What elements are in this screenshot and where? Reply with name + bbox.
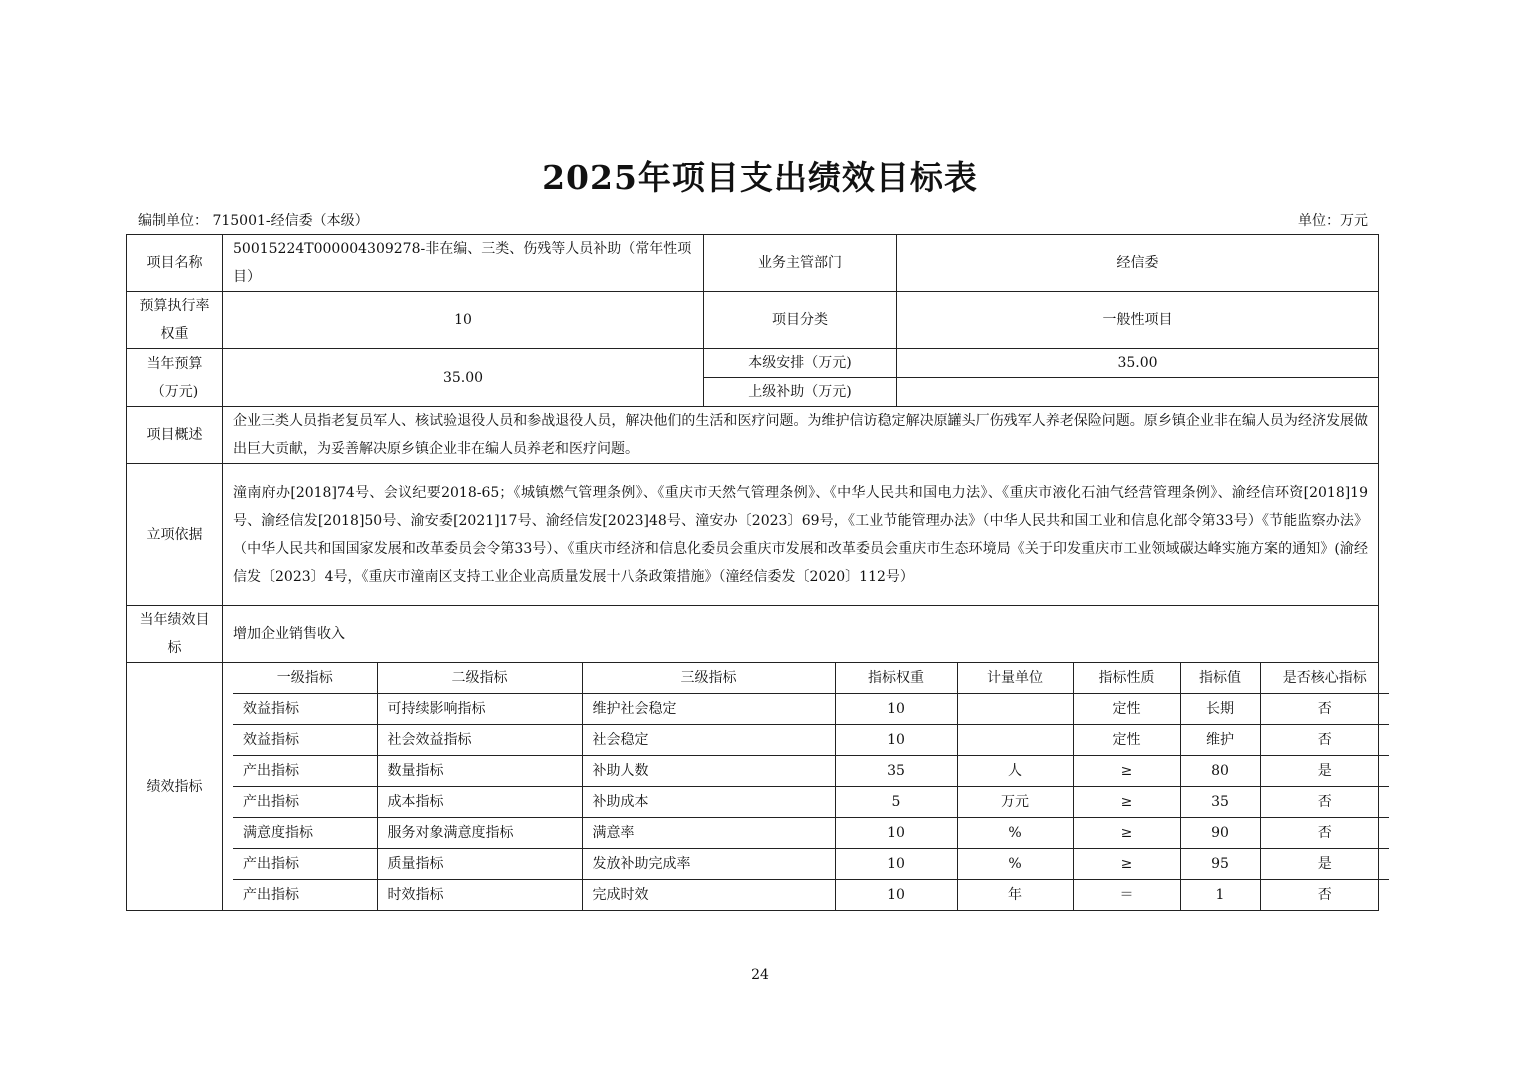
indicator-cell-core: 否: [1260, 725, 1389, 756]
indicator-cell-nature: ≥: [1073, 756, 1180, 787]
indicator-cell-level1: 产出指标: [233, 849, 377, 880]
project-name-value: 50015224T000004309278-非在编、三类、伤残等人员补助（常年性项目）: [223, 235, 704, 292]
indicator-cell-unit: [957, 694, 1073, 725]
indicator-cell-weight: 10: [835, 725, 957, 756]
indicator-cell-level3: 社会稳定: [582, 725, 835, 756]
indicator-cell-unit: 万元: [957, 787, 1073, 818]
category-value: 一般性项目: [897, 292, 1379, 349]
indicator-cell-unit: [957, 725, 1073, 756]
indicator-cell-weight: 5: [835, 787, 957, 818]
indicator-header-nature: 指标性质: [1073, 663, 1180, 694]
indicator-cell-unit: 年: [957, 880, 1073, 911]
indicator-cell-level2: 数量指标: [377, 756, 582, 787]
indicator-cell-value: 长期: [1180, 694, 1260, 725]
indicator-cell-level2: 服务对象满意度指标: [377, 818, 582, 849]
indicator-cell-level1: 产出指标: [233, 787, 377, 818]
indicator-cell-weight: 10: [835, 880, 957, 911]
dept-label: 业务主管部门: [704, 235, 897, 292]
indicator-cell-level3: 发放补助完成率: [582, 849, 835, 880]
indicator-cell-level1: 满意度指标: [233, 818, 377, 849]
indicator-row: [233, 756, 1389, 787]
indicator-cell-level2: 成本指标: [377, 787, 582, 818]
indicators-table: [233, 663, 1389, 910]
local-budget-value: 35.00: [897, 349, 1379, 378]
indicator-cell-value: 1: [1180, 880, 1260, 911]
indicator-cell-level1: 产出指标: [233, 880, 377, 911]
basis-label: 立项依据: [127, 464, 223, 606]
indicator-header-level2: 二级指标: [377, 663, 582, 694]
indicator-cell-level1: 效益指标: [233, 725, 377, 756]
unit-value: 715001-经信委（本级）: [212, 213, 369, 229]
indicator-cell-level3: 维护社会稳定: [582, 694, 835, 725]
indicator-cell-level3: 补助成本: [582, 787, 835, 818]
project-name-label: 项目名称: [127, 235, 223, 292]
basis-text: 潼南府办[2018]74号、会议纪要2018-65；《城镇燃气管理条例》、《重庆市天然气管理条例》、《中华人民共和国电力法》、《重庆市液化石油气经营管理条例》、渝经信环资[2018]19号、渝经信发[2018]50号、渝安委[2021]17号、渝经信发[2023]48号、潼安办〔2023〕69号，《工业节能管理办法》（中华人民共和国工业和信息化部令第33号）《节能监察办法》（中华人民共和国国家发展和改革委员会令第33号）、《重庆市经济和信息化委员会重庆市发展和改革委员会重庆市生态环境局《关于印发重庆市工业领域碳达峰实施方案的通知》(渝经信发〔2023〕4号，《重庆市潼南区支持工业企业高质量发展十八条政策措施》（潼经信委发〔2020〕112号）: [223, 464, 1379, 606]
indicator-cell-value: 90: [1180, 818, 1260, 849]
indicator-row: [233, 787, 1389, 818]
indicator-cell-value: 35: [1180, 787, 1260, 818]
indicator-cell-weight: 10: [835, 694, 957, 725]
indicator-cell-core: 否: [1260, 787, 1389, 818]
indicator-row: [233, 725, 1389, 756]
indicator-cell-unit: 人: [957, 756, 1073, 787]
budget-label: 当年预算（万元): [127, 349, 223, 407]
indicator-cell-value: 95: [1180, 849, 1260, 880]
header-meta: [138, 210, 1368, 230]
indicator-cell-weight: 10: [835, 818, 957, 849]
indicator-cell-core: 否: [1260, 880, 1389, 911]
indicator-cell-value: 80: [1180, 756, 1260, 787]
indicators-cell: [223, 663, 1379, 911]
indicator-header-weight: 指标权重: [835, 663, 957, 694]
indicator-cell-level1: 效益指标: [233, 694, 377, 725]
indicator-cell-level2: 质量指标: [377, 849, 582, 880]
performance-table: [126, 234, 1379, 911]
indicator-header-row: [233, 663, 1389, 694]
indicator-cell-level1: 产出指标: [233, 756, 377, 787]
upper-subsidy-label: 上级补助（万元): [704, 378, 897, 407]
indicator-cell-weight: 35: [835, 756, 957, 787]
indicator-cell-core: 否: [1260, 818, 1389, 849]
category-label: 项目分类: [704, 292, 897, 349]
local-budget-label: 本级安排（万元): [704, 349, 897, 378]
indicator-cell-level2: 社会效益指标: [377, 725, 582, 756]
page-title: 2025年项目支出绩效目标表: [542, 158, 978, 197]
indicator-cell-level3: 满意率: [582, 818, 835, 849]
indicator-cell-weight: 10: [835, 849, 957, 880]
indicator-row: [233, 818, 1389, 849]
indicator-cell-level3: 补助人数: [582, 756, 835, 787]
indicator-cell-nature: ≥: [1073, 787, 1180, 818]
indicator-cell-value: 维护: [1180, 725, 1260, 756]
indicator-cell-level3: 完成时效: [582, 880, 835, 911]
goal-label: 当年绩效目标: [127, 606, 223, 663]
indicator-cell-nature: 定性: [1073, 725, 1180, 756]
perf-label: 绩效指标: [127, 663, 223, 911]
upper-subsidy-value: [897, 378, 1379, 407]
unit-info: [138, 210, 369, 230]
indicator-header-core: 是否核心指标: [1260, 663, 1389, 694]
indicator-header-level1: 一级指标: [233, 663, 377, 694]
overview-text: 企业三类人员指老复员军人、核试验退役人员和参战退役人员，解决他们的生活和医疗问题。为维护信访稳定解决原罐头厂伤残军人养老保险问题。原乡镇企业非在编人员为经济发展做出巨大贡献，为妥善解决原乡镇企业非在编人员养老和医疗问题。: [223, 407, 1379, 464]
goal-text: 增加企业销售收入: [223, 606, 1379, 663]
indicator-cell-unit: %: [957, 818, 1073, 849]
indicator-cell-nature: ≥: [1073, 818, 1180, 849]
indicator-cell-level2: 时效指标: [377, 880, 582, 911]
dept-value: 经信委: [897, 235, 1379, 292]
budget-value: 35.00: [223, 349, 704, 407]
indicator-row: [233, 880, 1389, 911]
indicator-row: [233, 849, 1389, 880]
indicator-cell-core: 否: [1260, 694, 1389, 725]
indicator-cell-core: 是: [1260, 756, 1389, 787]
indicator-header-unit: 计量单位: [957, 663, 1073, 694]
indicator-cell-nature: ＝: [1073, 880, 1180, 911]
weight-value: 10: [223, 292, 704, 349]
indicator-cell-nature: ≥: [1073, 849, 1180, 880]
page-number: 24: [751, 967, 769, 983]
unit-label: 编制单位：: [138, 213, 208, 229]
overview-label: 项目概述: [127, 407, 223, 464]
indicator-cell-unit: %: [957, 849, 1073, 880]
currency-unit: 单位：万元: [1298, 213, 1368, 229]
indicator-header-level3: 三级指标: [582, 663, 835, 694]
indicator-row: [233, 694, 1389, 725]
indicator-cell-core: 是: [1260, 849, 1389, 880]
weight-label: 预算执行率权重: [127, 292, 223, 349]
indicator-cell-level2: 可持续影响指标: [377, 694, 582, 725]
indicator-header-value: 指标值: [1180, 663, 1260, 694]
indicator-cell-nature: 定性: [1073, 694, 1180, 725]
